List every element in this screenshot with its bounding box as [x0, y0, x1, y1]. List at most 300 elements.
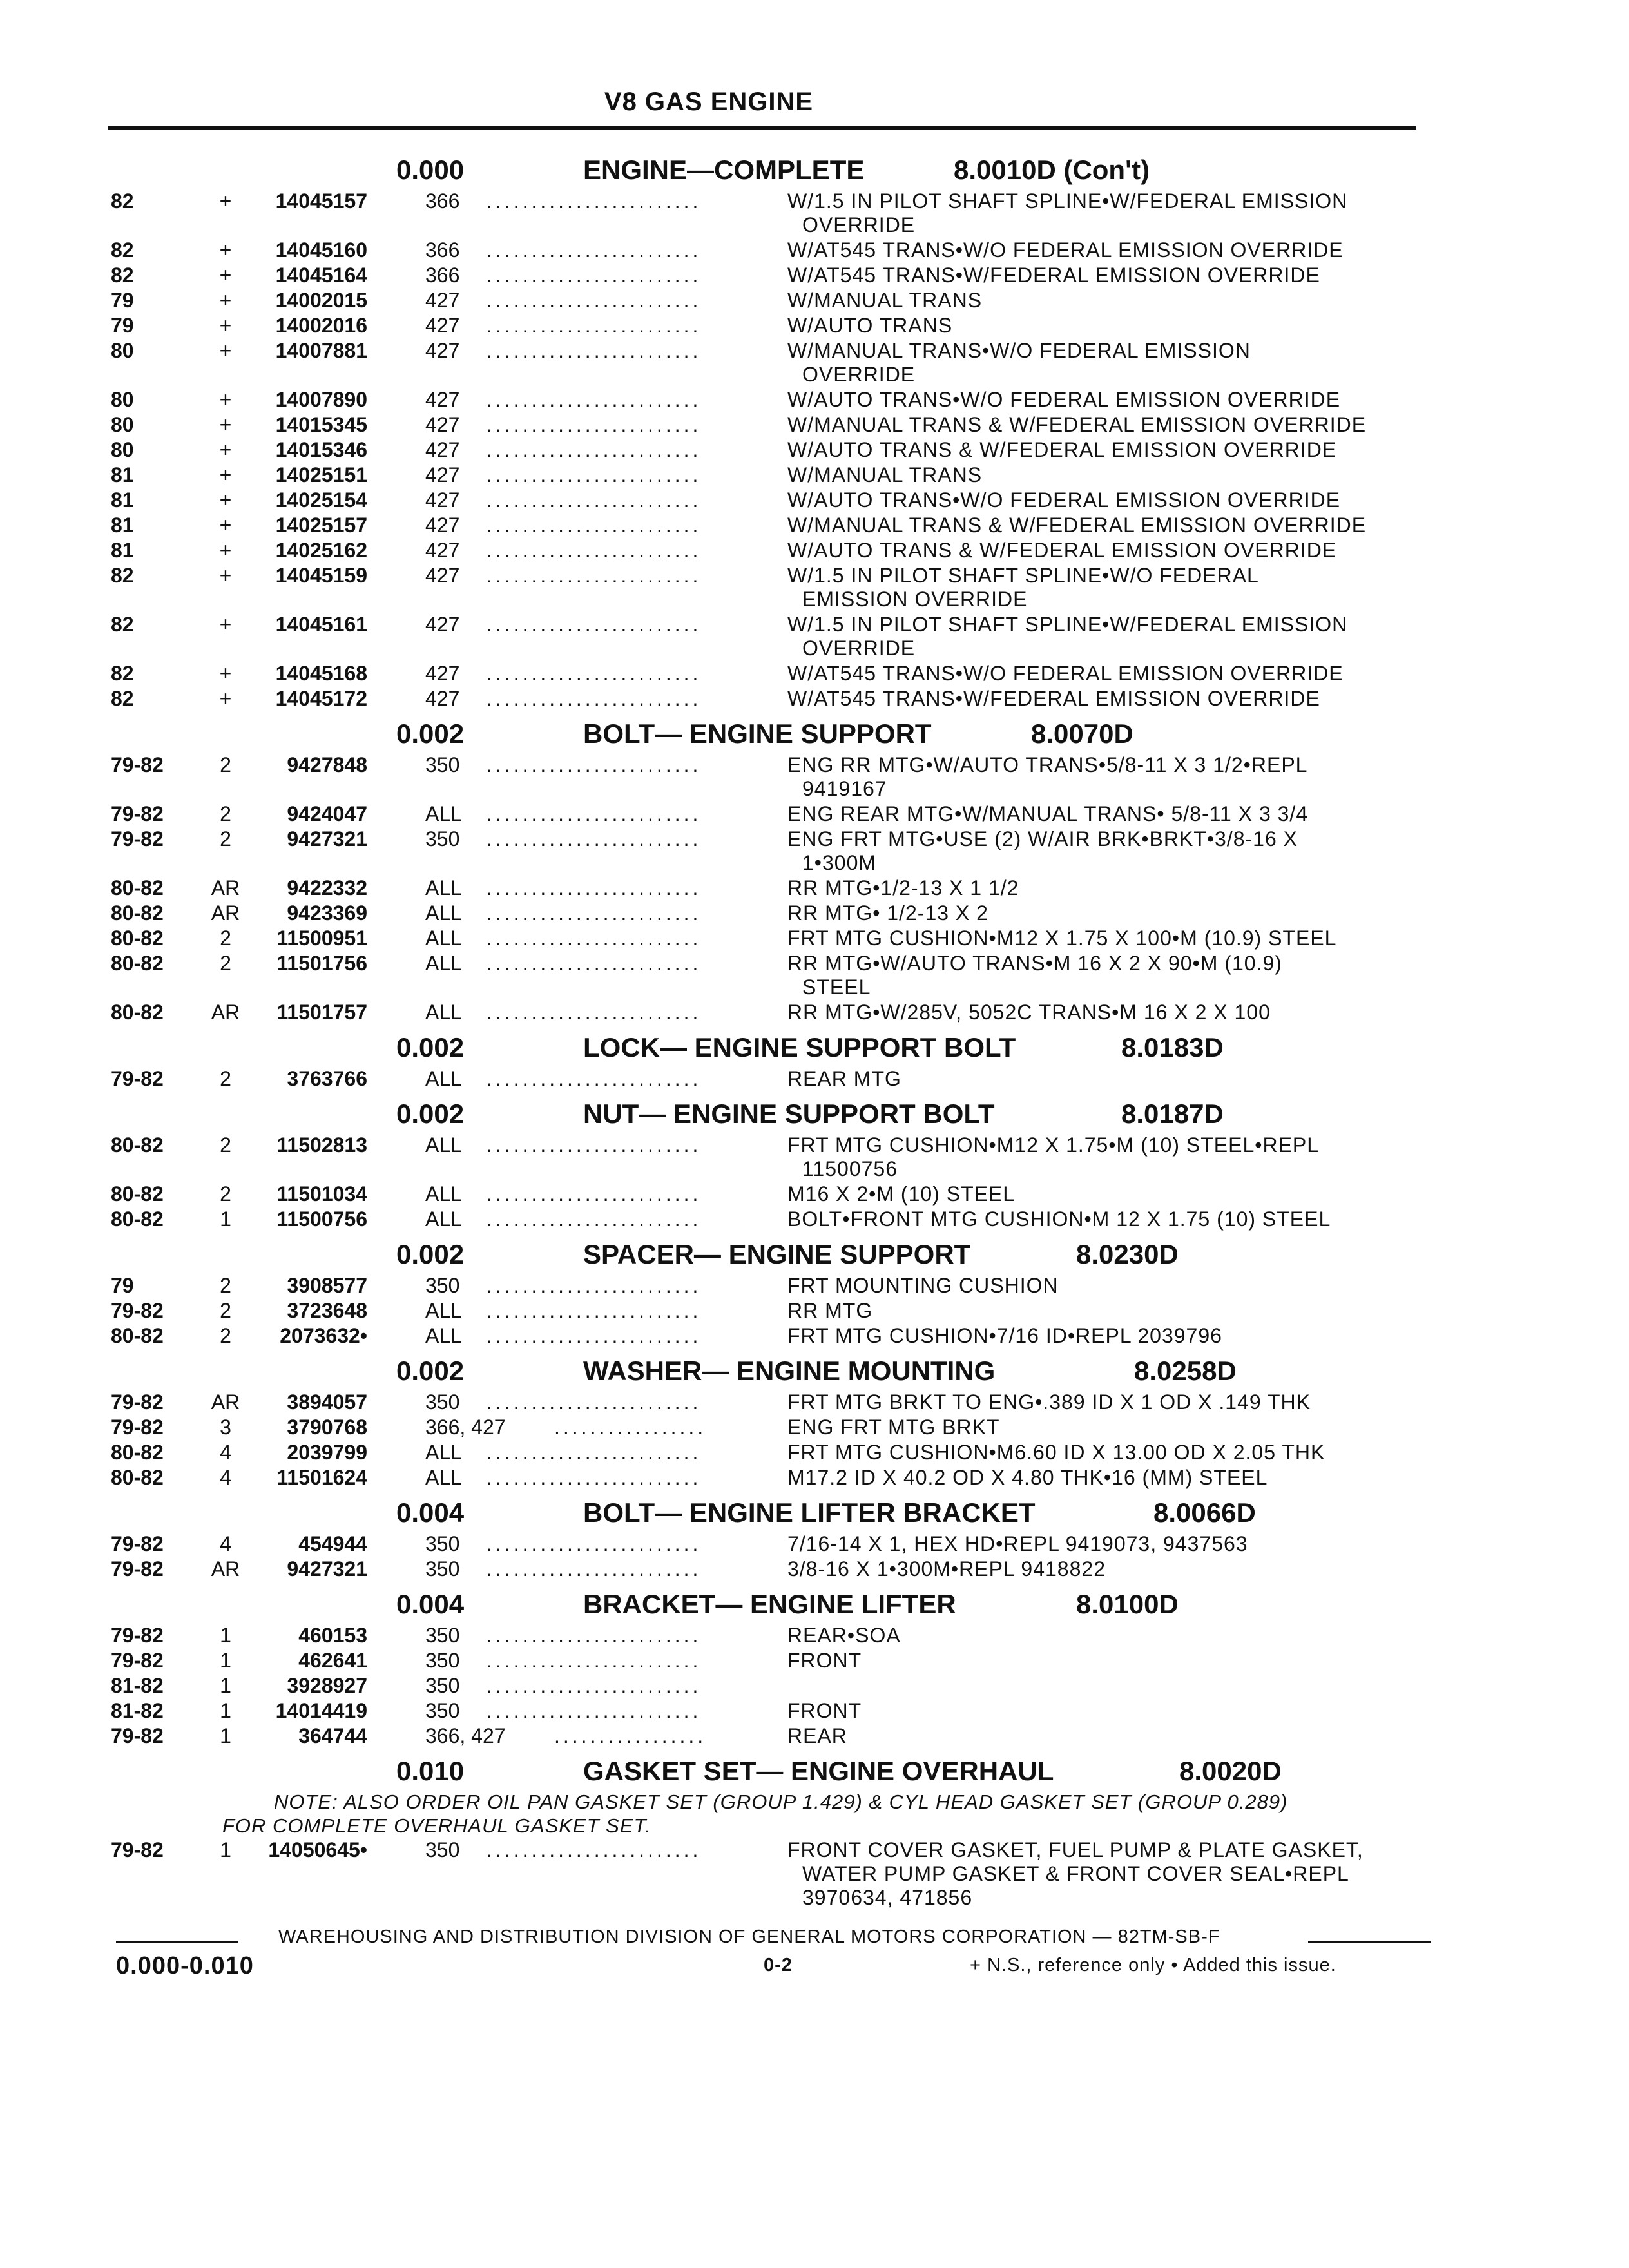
footer-range: 0.000-0.010	[116, 1952, 254, 1979]
leader-dots: ........................	[487, 952, 702, 975]
section-name: NUT— ENGINE SUPPORT BOLT	[583, 1099, 995, 1129]
year-range: 80-82	[111, 1466, 164, 1489]
quantity: 1	[220, 1699, 231, 1722]
part-description: W/1.5 IN PILOT SHAFT SPLINE•W/FEDERAL EMISSION	[787, 189, 1348, 213]
part-description: W/MANUAL TRANS	[787, 463, 983, 486]
quantity: 2	[220, 1299, 231, 1322]
year-range: 80-82	[111, 1133, 164, 1157]
part-description: WATER PUMP GASKET & FRONT COVER SEAL•REPL	[802, 1862, 1349, 1885]
part-number: 2073632•	[280, 1324, 367, 1347]
year-range: 81	[111, 463, 134, 486]
part-number: 11501756	[276, 952, 367, 975]
section-name: ENGINE—COMPLETE	[583, 155, 865, 185]
footer-rule-right	[1308, 1941, 1431, 1943]
part-description: 1•300M	[802, 851, 877, 874]
section-code: 8.0066D	[1153, 1497, 1256, 1528]
part-number: 3723648	[287, 1299, 367, 1322]
engine-code: ALL	[425, 952, 462, 975]
year-range: 79-82	[111, 1838, 164, 1861]
part-description: W/AUTO TRANS•W/O FEDERAL EMISSION OVERRIDE	[787, 388, 1341, 411]
leader-dots: ........................	[487, 238, 702, 262]
quantity: +	[219, 189, 232, 213]
part-description: W/MANUAL TRANS & W/FEDERAL EMISSION OVERRIDE	[787, 413, 1367, 436]
section-name: BRACKET— ENGINE LIFTER	[583, 1589, 956, 1619]
part-number: 14045160	[275, 238, 367, 262]
leader-dots: ........................	[487, 1299, 702, 1322]
engine-code: 350	[425, 1624, 460, 1647]
part-description: W/MANUAL TRANS	[787, 289, 983, 312]
year-range: 82	[111, 189, 134, 213]
section-name: BOLT— ENGINE SUPPORT	[583, 718, 932, 749]
part-number: 11500756	[276, 1207, 367, 1231]
section-name: WASHER— ENGINE MOUNTING	[583, 1356, 996, 1386]
part-description: W/1.5 IN PILOT SHAFT SPLINE•W/O FEDERAL	[787, 564, 1259, 587]
quantity: +	[219, 238, 232, 262]
part-description: ENG RR MTG•W/AUTO TRANS•5/8-11 X 3 1/2•REPL	[787, 753, 1308, 776]
part-description: FRT MTG CUSHION•7/16 ID•REPL 2039796	[787, 1324, 1222, 1347]
leader-dots: ........................	[487, 802, 702, 825]
leader-dots: ........................	[487, 687, 702, 710]
part-number: 3790768	[287, 1416, 367, 1439]
year-range: 80	[111, 339, 134, 362]
engine-code: 427	[425, 613, 460, 636]
part-description: 9419167	[802, 777, 887, 800]
section-group: 0.002	[396, 718, 465, 749]
section-group: 0.004	[396, 1589, 465, 1619]
section-name: SPACER— ENGINE SUPPORT	[583, 1239, 971, 1269]
part-number: 14002016	[275, 314, 367, 337]
part-description: 3970634, 471856	[802, 1886, 973, 1909]
quantity: AR	[211, 1001, 240, 1024]
year-range: 82	[111, 662, 134, 685]
part-number: 14025157	[275, 514, 367, 537]
engine-code: 350	[425, 1390, 460, 1414]
part-number: 14045164	[275, 264, 367, 287]
leader-dots: ........................	[487, 463, 702, 486]
leader-dots: .................	[554, 1724, 707, 1747]
engine-code: ALL	[425, 901, 462, 925]
leader-dots: ........................	[487, 1624, 702, 1647]
leader-dots: ........................	[487, 1001, 702, 1024]
part-number: 14045159	[275, 564, 367, 587]
year-range: 80-82	[111, 876, 164, 899]
engine-code: 427	[425, 314, 460, 337]
year-range: 79-82	[111, 753, 164, 776]
part-description: FRT MOUNTING CUSHION	[787, 1274, 1059, 1297]
section-group: 0.010	[396, 1756, 465, 1786]
section-code: 8.0010D (Con't)	[954, 155, 1150, 185]
leader-dots: ........................	[487, 927, 702, 950]
engine-code: ALL	[425, 1207, 462, 1231]
quantity: 4	[220, 1441, 231, 1464]
engine-code: 350	[425, 753, 460, 776]
part-number: 11501624	[276, 1466, 367, 1489]
quantity: 2	[220, 827, 231, 850]
section-group: 0.002	[396, 1356, 465, 1386]
year-range: 80	[111, 413, 134, 436]
part-number: 2039799	[287, 1441, 367, 1464]
engine-code: ALL	[425, 802, 462, 825]
section-note: FOR COMPLETE OVERHAUL GASKET SET.	[222, 1814, 651, 1837]
year-range: 79-82	[111, 1067, 164, 1090]
engine-code: 427	[425, 289, 460, 312]
year-range: 79-82	[111, 1724, 164, 1747]
part-description: ENG FRT MTG BRKT	[787, 1416, 1000, 1439]
part-number: 14015345	[275, 413, 367, 436]
quantity: +	[219, 488, 232, 512]
engine-code: 427	[425, 539, 460, 562]
quantity: 2	[220, 1324, 231, 1347]
leader-dots: ........................	[487, 1466, 702, 1489]
part-description: REAR MTG	[787, 1067, 901, 1090]
quantity: +	[219, 289, 232, 312]
part-description: FRT MTG BRKT TO ENG•.389 ID X 1 OD X .149 THK	[787, 1390, 1311, 1414]
section-code: 8.0187D	[1121, 1099, 1224, 1129]
section-group: 0.004	[396, 1497, 465, 1528]
quantity: 1	[220, 1674, 231, 1697]
part-description: M17.2 ID X 40.2 OD X 4.80 THK•16 (MM) STEEL	[787, 1466, 1268, 1489]
year-range: 79-82	[111, 1557, 164, 1581]
leader-dots: ........................	[487, 388, 702, 411]
leader-dots: .................	[554, 1416, 707, 1439]
section-code: 8.0183D	[1121, 1032, 1224, 1062]
quantity: +	[219, 687, 232, 710]
part-description: RR MTG•W/285V, 5052C TRANS•M 16 X 2 X 100	[787, 1001, 1271, 1024]
year-range: 79-82	[111, 1390, 164, 1414]
year-range: 80	[111, 388, 134, 411]
engine-code: ALL	[425, 1182, 462, 1206]
part-number: 11502813	[276, 1133, 367, 1157]
part-number: 14025154	[275, 488, 367, 512]
year-range: 79-82	[111, 1532, 164, 1555]
section-name: LOCK— ENGINE SUPPORT BOLT	[583, 1032, 1016, 1062]
year-range: 80-82	[111, 1182, 164, 1206]
leader-dots: ........................	[487, 1390, 702, 1414]
part-number: 14007881	[275, 339, 367, 362]
year-range: 82	[111, 564, 134, 587]
section-code: 8.0100D	[1076, 1589, 1179, 1619]
leader-dots: ........................	[487, 662, 702, 685]
year-range: 80-82	[111, 901, 164, 925]
leader-dots: ........................	[487, 1067, 702, 1090]
quantity: +	[219, 413, 232, 436]
year-range: 80-82	[111, 927, 164, 950]
quantity: 2	[220, 1067, 231, 1090]
quantity: +	[219, 388, 232, 411]
part-description: W/AUTO TRANS•W/O FEDERAL EMISSION OVERRIDE	[787, 488, 1341, 512]
leader-dots: ........................	[487, 1532, 702, 1555]
footer-rule-left	[116, 1941, 238, 1943]
part-number: 9427321	[287, 1557, 367, 1581]
leader-dots: ........................	[487, 289, 702, 312]
leader-dots: ........................	[487, 488, 702, 512]
part-number: 11501034	[276, 1182, 367, 1206]
leader-dots: ........................	[487, 1649, 702, 1672]
year-range: 80-82	[111, 1207, 164, 1231]
engine-code: 350	[425, 1274, 460, 1297]
engine-code: 366	[425, 264, 460, 287]
engine-code: 427	[425, 339, 460, 362]
quantity: AR	[211, 1390, 240, 1414]
leader-dots: ........................	[487, 1699, 702, 1722]
quantity: +	[219, 662, 232, 685]
year-range: 79-82	[111, 1624, 164, 1647]
part-description: FRONT	[787, 1649, 862, 1672]
part-description: W/MANUAL TRANS & W/FEDERAL EMISSION OVERRIDE	[787, 514, 1367, 537]
part-description: W/MANUAL TRANS•W/O FEDERAL EMISSION	[787, 339, 1251, 362]
section-group: 0.002	[396, 1032, 465, 1062]
part-description: FRONT COVER GASKET, FUEL PUMP & PLATE GASKET,	[787, 1838, 1364, 1861]
engine-code: ALL	[425, 1067, 462, 1090]
quantity: 3	[220, 1416, 231, 1439]
leader-dots: ........................	[487, 514, 702, 537]
year-range: 79	[111, 1274, 134, 1297]
top-rule	[108, 126, 1416, 130]
part-number: 9423369	[287, 901, 367, 925]
part-number: 14025162	[275, 539, 367, 562]
year-range: 80-82	[111, 952, 164, 975]
quantity: 2	[220, 753, 231, 776]
leader-dots: ........................	[487, 901, 702, 925]
quantity: +	[219, 514, 232, 537]
part-number: 11500951	[276, 927, 367, 950]
leader-dots: ........................	[487, 1182, 702, 1206]
engine-code: ALL	[425, 1299, 462, 1322]
leader-dots: ........................	[487, 1441, 702, 1464]
quantity: 1	[220, 1649, 231, 1672]
quantity: AR	[211, 876, 240, 899]
part-number: 14050645•	[268, 1838, 367, 1861]
leader-dots: ........................	[487, 876, 702, 899]
part-number: 460153	[298, 1624, 367, 1647]
part-number: 14045157	[275, 189, 367, 213]
engine-code: 427	[425, 488, 460, 512]
leader-dots: ........................	[487, 564, 702, 587]
part-description: M16 X 2•M (10) STEEL	[787, 1182, 1016, 1206]
footer-page: 0-2	[764, 1955, 793, 1975]
section-code: 8.0070D	[1031, 718, 1133, 749]
quantity: +	[219, 314, 232, 337]
engine-code: 427	[425, 463, 460, 486]
leader-dots: ........................	[487, 189, 702, 213]
part-number: 14015346	[275, 438, 367, 461]
quantity: 2	[220, 802, 231, 825]
part-number: 3763766	[287, 1067, 367, 1090]
year-range: 79-82	[111, 1299, 164, 1322]
engine-code: 350	[425, 1699, 460, 1722]
year-range: 79-82	[111, 1416, 164, 1439]
year-range: 79-82	[111, 827, 164, 850]
part-number: 14007890	[275, 388, 367, 411]
year-range: 80-82	[111, 1441, 164, 1464]
part-number: 462641	[298, 1649, 367, 1672]
part-number: 3894057	[287, 1390, 367, 1414]
engine-code: 427	[425, 438, 460, 461]
engine-code: 366	[425, 238, 460, 262]
quantity: +	[219, 264, 232, 287]
year-range: 80-82	[111, 1001, 164, 1024]
part-description: 11500756	[802, 1157, 898, 1180]
year-range: 81	[111, 539, 134, 562]
engine-code: 350	[425, 1532, 460, 1555]
part-number: 11501757	[276, 1001, 367, 1024]
engine-code: 366, 427	[425, 1724, 506, 1747]
engine-code: 350	[425, 1674, 460, 1697]
engine-code: ALL	[425, 1001, 462, 1024]
leader-dots: ........................	[487, 339, 702, 362]
quantity: +	[219, 539, 232, 562]
year-range: 81	[111, 488, 134, 512]
part-description: REAR•SOA	[787, 1624, 901, 1647]
year-range: 82	[111, 238, 134, 262]
part-description: FRT MTG CUSHION•M12 X 1.75•M (10) STEEL•REPL	[787, 1133, 1320, 1157]
leader-dots: ........................	[487, 753, 702, 776]
engine-code: 350	[425, 827, 460, 850]
quantity: 2	[220, 927, 231, 950]
engine-code: 350	[425, 1838, 460, 1861]
year-range: 81	[111, 514, 134, 537]
part-number: 14045161	[275, 613, 367, 636]
part-description: ENG REAR MTG•W/MANUAL TRANS• 5/8-11 X 3 3/4	[787, 802, 1309, 825]
part-description: STEEL	[802, 975, 871, 999]
part-description: RR MTG•W/AUTO TRANS•M 16 X 2 X 90•M (10.9)	[787, 952, 1282, 975]
part-description: BOLT•FRONT MTG CUSHION•M 12 X 1.75 (10) STEEL	[787, 1207, 1331, 1231]
section-name: GASKET SET— ENGINE OVERHAUL	[583, 1756, 1054, 1786]
part-description: RR MTG	[787, 1299, 873, 1322]
quantity: 4	[220, 1466, 231, 1489]
quantity: 1	[220, 1838, 231, 1861]
leader-dots: ........................	[487, 827, 702, 850]
part-number: 14025151	[275, 463, 367, 486]
year-range: 82	[111, 613, 134, 636]
year-range: 81-82	[111, 1674, 164, 1697]
engine-code: 427	[425, 413, 460, 436]
part-description: FRT MTG CUSHION•M6.60 ID X 13.00 OD X 2.05 THK	[787, 1441, 1325, 1464]
quantity: 4	[220, 1532, 231, 1555]
part-number: 364744	[298, 1724, 367, 1747]
engine-code: 350	[425, 1557, 460, 1581]
section-group: 0.000	[396, 155, 465, 185]
part-description: W/AT545 TRANS•W/FEDERAL EMISSION OVERRIDE	[787, 264, 1320, 287]
leader-dots: ........................	[487, 264, 702, 287]
part-number: 454944	[298, 1532, 367, 1555]
part-description: W/AT545 TRANS•W/O FEDERAL EMISSION OVERRIDE	[787, 662, 1344, 685]
quantity: 1	[220, 1724, 231, 1747]
part-number: 9424047	[287, 802, 367, 825]
leader-dots: ........................	[487, 1133, 702, 1157]
footer-division: WAREHOUSING AND DISTRIBUTION DIVISION OF GENERAL MOTORS CORPORATION — 82TM-SB-F	[278, 1927, 1220, 1947]
year-range: 82	[111, 687, 134, 710]
leader-dots: ........................	[487, 1324, 702, 1347]
engine-code: 366, 427	[425, 1416, 506, 1439]
section-group: 0.002	[396, 1099, 465, 1129]
part-description: W/AUTO TRANS & W/FEDERAL EMISSION OVERRIDE	[787, 438, 1337, 461]
engine-code: 427	[425, 687, 460, 710]
engine-code: 350	[425, 1649, 460, 1672]
leader-dots: ........................	[487, 1207, 702, 1231]
engine-code: ALL	[425, 876, 462, 899]
part-description: 3/8-16 X 1•300M•REPL 9418822	[787, 1557, 1106, 1581]
part-description: REAR	[787, 1724, 847, 1747]
page-title: V8 GAS ENGINE	[604, 88, 814, 116]
section-code: 8.0258D	[1134, 1356, 1237, 1386]
footer-legend: + N.S., reference only • Added this issue.	[970, 1955, 1336, 1975]
quantity: 1	[220, 1624, 231, 1647]
part-description: ENG FRT MTG•USE (2) W/AIR BRK•BRKT•3/8-16 X	[787, 827, 1298, 850]
part-description: FRONT	[787, 1699, 862, 1722]
section-note: NOTE: ALSO ORDER OIL PAN GASKET SET (GROUP 1.429) & CYL HEAD GASKET SET (GROUP 0.289)	[274, 1791, 1288, 1813]
quantity: AR	[211, 901, 240, 925]
part-description: 7/16-14 X 1, HEX HD•REPL 9419073, 9437563	[787, 1532, 1248, 1555]
leader-dots: ........................	[487, 438, 702, 461]
part-description: FRT MTG CUSHION•M12 X 1.75 X 100•M (10.9) STEEL	[787, 927, 1337, 950]
quantity: +	[219, 438, 232, 461]
engine-code: ALL	[425, 1324, 462, 1347]
engine-code: 427	[425, 662, 460, 685]
year-range: 79	[111, 289, 134, 312]
year-range: 80	[111, 438, 134, 461]
leader-dots: ........................	[487, 1557, 702, 1581]
part-number: 14014419	[275, 1699, 367, 1722]
part-description: OVERRIDE	[802, 637, 916, 660]
part-description: W/AT545 TRANS•W/FEDERAL EMISSION OVERRIDE	[787, 687, 1320, 710]
quantity: 2	[220, 952, 231, 975]
part-description: RR MTG•1/2-13 X 1 1/2	[787, 876, 1019, 899]
year-range: 79-82	[111, 1649, 164, 1672]
section-group: 0.002	[396, 1239, 465, 1269]
part-number: 14002015	[275, 289, 367, 312]
quantity: +	[219, 339, 232, 362]
year-range: 80-82	[111, 1324, 164, 1347]
quantity: 2	[220, 1274, 231, 1297]
part-number: 14045172	[275, 687, 367, 710]
year-range: 81-82	[111, 1699, 164, 1722]
part-description: W/1.5 IN PILOT SHAFT SPLINE•W/FEDERAL EMISSION	[787, 613, 1348, 636]
leader-dots: ........................	[487, 1838, 702, 1861]
quantity: 1	[220, 1207, 231, 1231]
part-description: W/AUTO TRANS	[787, 314, 953, 337]
quantity: 2	[220, 1133, 231, 1157]
part-description: RR MTG• 1/2-13 X 2	[787, 901, 988, 925]
leader-dots: ........................	[487, 1274, 702, 1297]
part-description: EMISSION OVERRIDE	[802, 588, 1028, 611]
leader-dots: ........................	[487, 613, 702, 636]
engine-code: ALL	[425, 1133, 462, 1157]
section-code: 8.0230D	[1076, 1239, 1179, 1269]
year-range: 82	[111, 264, 134, 287]
part-number: 9427848	[287, 753, 367, 776]
part-number: 3908577	[287, 1274, 367, 1297]
quantity: +	[219, 564, 232, 587]
part-number: 9422332	[287, 876, 367, 899]
leader-dots: ........................	[487, 413, 702, 436]
engine-code: 427	[425, 514, 460, 537]
quantity: +	[219, 463, 232, 486]
leader-dots: ........................	[487, 1674, 702, 1697]
leader-dots: ........................	[487, 314, 702, 337]
part-number: 9427321	[287, 827, 367, 850]
engine-code: 427	[425, 388, 460, 411]
quantity: +	[219, 613, 232, 636]
engine-code: 427	[425, 564, 460, 587]
year-range: 79	[111, 314, 134, 337]
section-code: 8.0020D	[1179, 1756, 1282, 1786]
section-name: BOLT— ENGINE LIFTER BRACKET	[583, 1497, 1036, 1528]
part-number: 3928927	[287, 1674, 367, 1697]
part-description: W/AUTO TRANS & W/FEDERAL EMISSION OVERRIDE	[787, 539, 1337, 562]
engine-code: ALL	[425, 927, 462, 950]
quantity: AR	[211, 1557, 240, 1581]
